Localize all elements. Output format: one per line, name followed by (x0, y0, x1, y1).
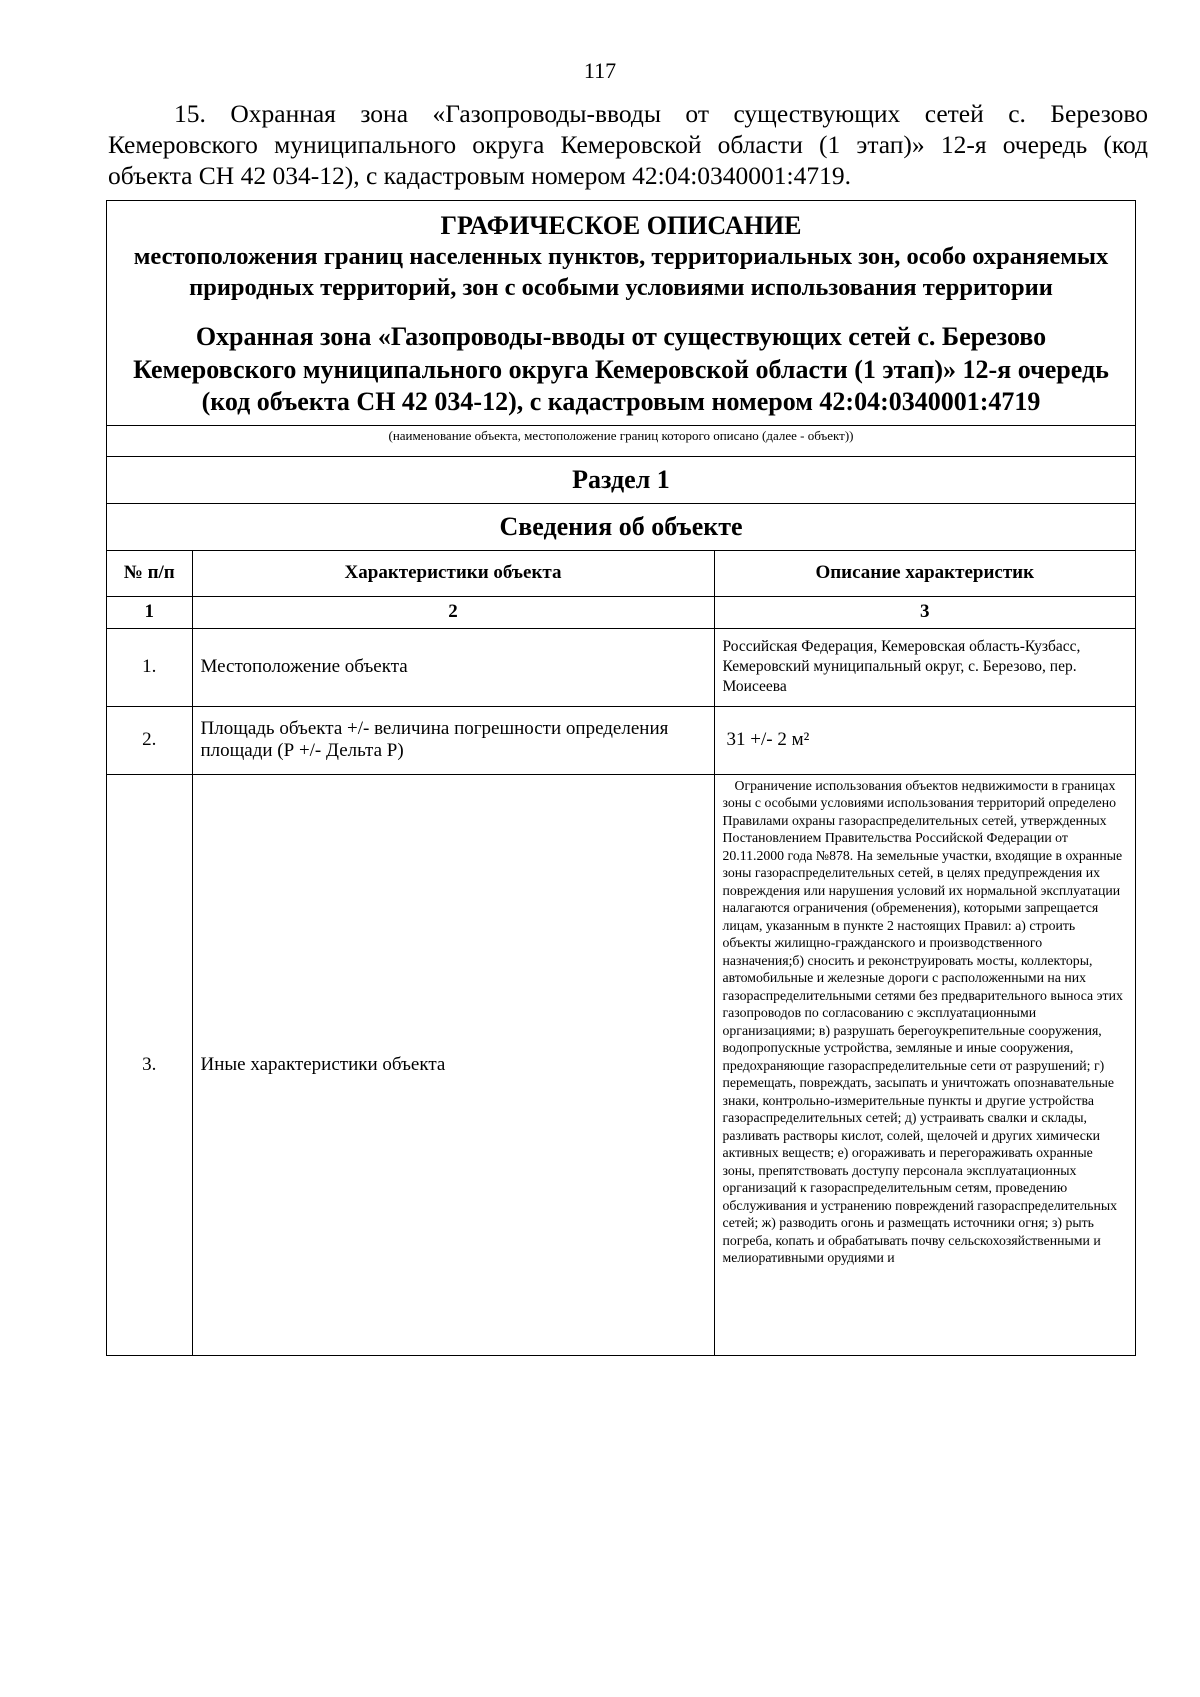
column-number: 1 (107, 596, 192, 628)
table-row (107, 706, 1135, 774)
column-number-row (107, 596, 1135, 628)
column-number: 3 (714, 596, 1135, 628)
object-info-table (107, 550, 1135, 1356)
graphic-description-form (106, 200, 1136, 1356)
row-description: Ограничение использования объектов недвижимости в границах зоны с особыми условиями использования территорий определено Правилами охраны газораспределительных сетей, утвержденных Постановлением Правительства Российской Федерации от 20.11.2000 года №878. На земельные участки, входящие в охранные зоны газораспределительных сетей, в целях предупреждения их повреждения или нарушения условий их нормальной эксплуатации налагаются ограничения (обременения), которыми запрещается лицам, указанным в пункте 2 настоящих Правил: а) строить объекты жилищно-гражданского и производственного назначения;б) сносить и реконструировать мосты, коллекторы, автомобильные и железные дороги с расположенными на них газораспределительными сетями без предварительного выноса этих газопроводов по согласованию с эксплуатационными организациями; в) разрушать берегоукрепительные сооружения, водопропускные устройства, земляные и иные сооружения, предохраняющие газораспределительные сети от разрушений; г) перемещать, повреждать, засыпать и уничтожать опознавательные знаки, контрольно-измерительные пункты и другие устройства газораспределительных сетей; д) устраивать свалки и склады, разливать растворы кислот, солей, щелочей и других химически активных веществ; е) огораживать и перегораживать охранные зоны, препятствовать доступу персонала эксплуатационных организаций к газораспределительным сетям, проведению обслуживания и устранению повреждений газораспределительных сетей; ж) разводить огонь и размещать источники огня; з) рыть погреба, копать и обрабатывать почву сельскохозяйственными и мелиоративными орудиями и (722, 777, 1123, 1265)
section-subtitle-text: Сведения об объекте (499, 511, 743, 541)
table-row (107, 628, 1135, 706)
form-title: ГРАФИЧЕСКОЕ ОПИСАНИЕ (440, 211, 802, 240)
table-row (107, 774, 1135, 1355)
object-name: Охранная зона «Газопроводы-вводы от существующих сетей с. Березово Кемеровского муниципального округа Кемеровской области (1 этап)» 12-я очередь (код объекта СН 42 034-12), с кадастровым номером 42:04:0340001:4719 (133, 322, 1109, 416)
section-title (107, 456, 1135, 503)
row-description-cell (714, 774, 1135, 1355)
header-characteristic: Характеристики объекта (192, 550, 714, 596)
header-number: № п/п (107, 550, 192, 596)
row-characteristic: Местоположение объекта (192, 628, 714, 706)
section-subtitle (107, 503, 1135, 550)
row-number: 3. (107, 774, 192, 1355)
row-characteristic: Площадь объекта +/- величина погрешности определения площади (Р +/- Дельта Р) (192, 706, 714, 774)
row-number: 2. (107, 706, 192, 774)
column-number: 2 (192, 596, 714, 628)
row-description: Российская Федерация, Кемеровская область-Кузбасс, Кемеровский муниципальный округ, с. Березово, пер. Моисеева (714, 628, 1135, 706)
intro-paragraph: 15. Охранная зона «Газопроводы-вводы от существующих сетей с. Березово Кемеровского муниципального округа Кемеровской области (1 этап)» 12-я очередь (код объекта СН 42 034-12), с кадастровым номером 42:04:0340001:4719. (108, 99, 1148, 190)
section-title-text: Раздел 1 (572, 464, 670, 494)
form-subtitle: местоположения границ населенных пунктов, территориальных зон, особо охраняемых природных территорий, зон с особыми условиями использования территории (133, 243, 1109, 301)
row-characteristic: Иные характеристики объекта (192, 774, 714, 1355)
page-number: 117 (583, 58, 617, 83)
header-description: Описание характеристик (714, 550, 1135, 596)
row-description: 31 +/- 2 м² (714, 706, 1135, 774)
row-number: 1. (107, 628, 192, 706)
object-caption: (наименование объекта, местоположение границ которого описано (далее - объект)) (107, 425, 1135, 456)
table-header-row (107, 550, 1135, 596)
